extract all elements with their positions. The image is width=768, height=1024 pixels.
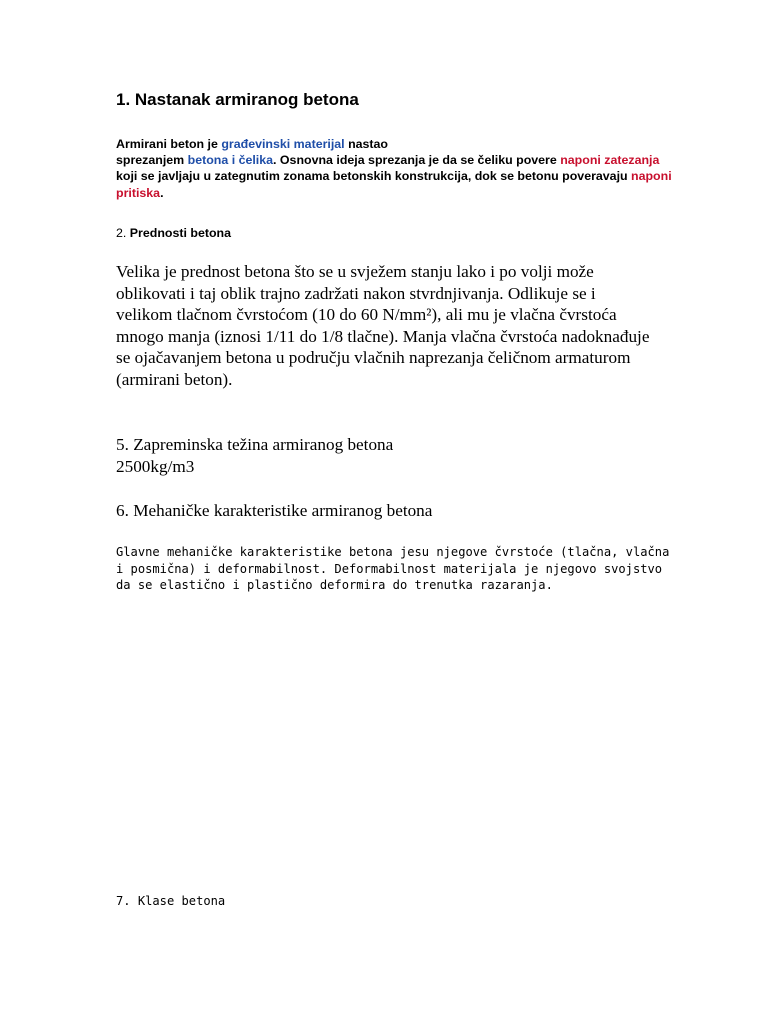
link-betona[interactable]: betona: [187, 153, 229, 168]
section-2-title: Prednosti betona: [129, 226, 231, 240]
section-1-title: 1. Nastanak armiranog betona: [116, 90, 359, 109]
link-celika[interactable]: čelika: [238, 153, 274, 168]
intro-text-5: . Osnovna ideja sprezanja je da se čeliku povere: [273, 153, 561, 168]
intro-text-1: Armirani beton je: [116, 137, 222, 151]
intro-text-2: nastao: [344, 137, 389, 151]
section-2-number: 2.: [116, 226, 127, 240]
link-gradjevinski-materijal[interactable]: građevinski materijal: [221, 137, 345, 151]
section-5-block: [116, 434, 393, 478]
link-naponi-pritiska[interactable]: naponi pritiska: [116, 169, 672, 200]
section-2-heading: [116, 226, 231, 240]
section-5-value: 2500kg/m3: [116, 457, 195, 476]
intro-text-7: .: [160, 185, 164, 200]
section-1-intro: [116, 136, 676, 201]
link-naponi-zatezanja[interactable]: naponi zatezanja: [560, 153, 660, 168]
section-5-title: 5. Zapreminska težina armiranog betona: [116, 435, 394, 454]
section-7-title: 7. Klase betona: [116, 894, 226, 908]
intro-text-3: sprezanjem: [116, 153, 188, 168]
section-6-title: 6. Mehaničke karakteristike armiranog betona: [116, 501, 433, 520]
intro-text-4: i: [228, 153, 239, 168]
section-2-body: Velika je prednost betona što se u svježem stanju lako i po volji može oblikovati i taj oblik trajno zadržati nakon stvrdnjivanja. Odlikuje se i velikom tlačnom čvrstoćom (10 do 60 N/mm²), ali mu je vlačna čvrstoća mnogo manja (iznosi 1/11 do 1/8 tlačne). Manja vlačna čvrstoća nadoknađuje se ojačavanjem betona u području vlačnih naprezanja čeličnom armaturom (armirani beton).: [116, 262, 650, 389]
intro-text-6: koji se javljaju u zategnutim zonama betonskih konstrukcija, dok se betonu poveravaju: [116, 169, 632, 184]
section-6-body: Glavne mehaničke karakteristike betona jesu njegove čvrstoće (tlačna, vlačna i posmična) i deformabilnost. Deformabilnost materijala je njegovo svojstvo da se elastično i plastično deformira do trenutka razaranja.: [116, 545, 670, 592]
